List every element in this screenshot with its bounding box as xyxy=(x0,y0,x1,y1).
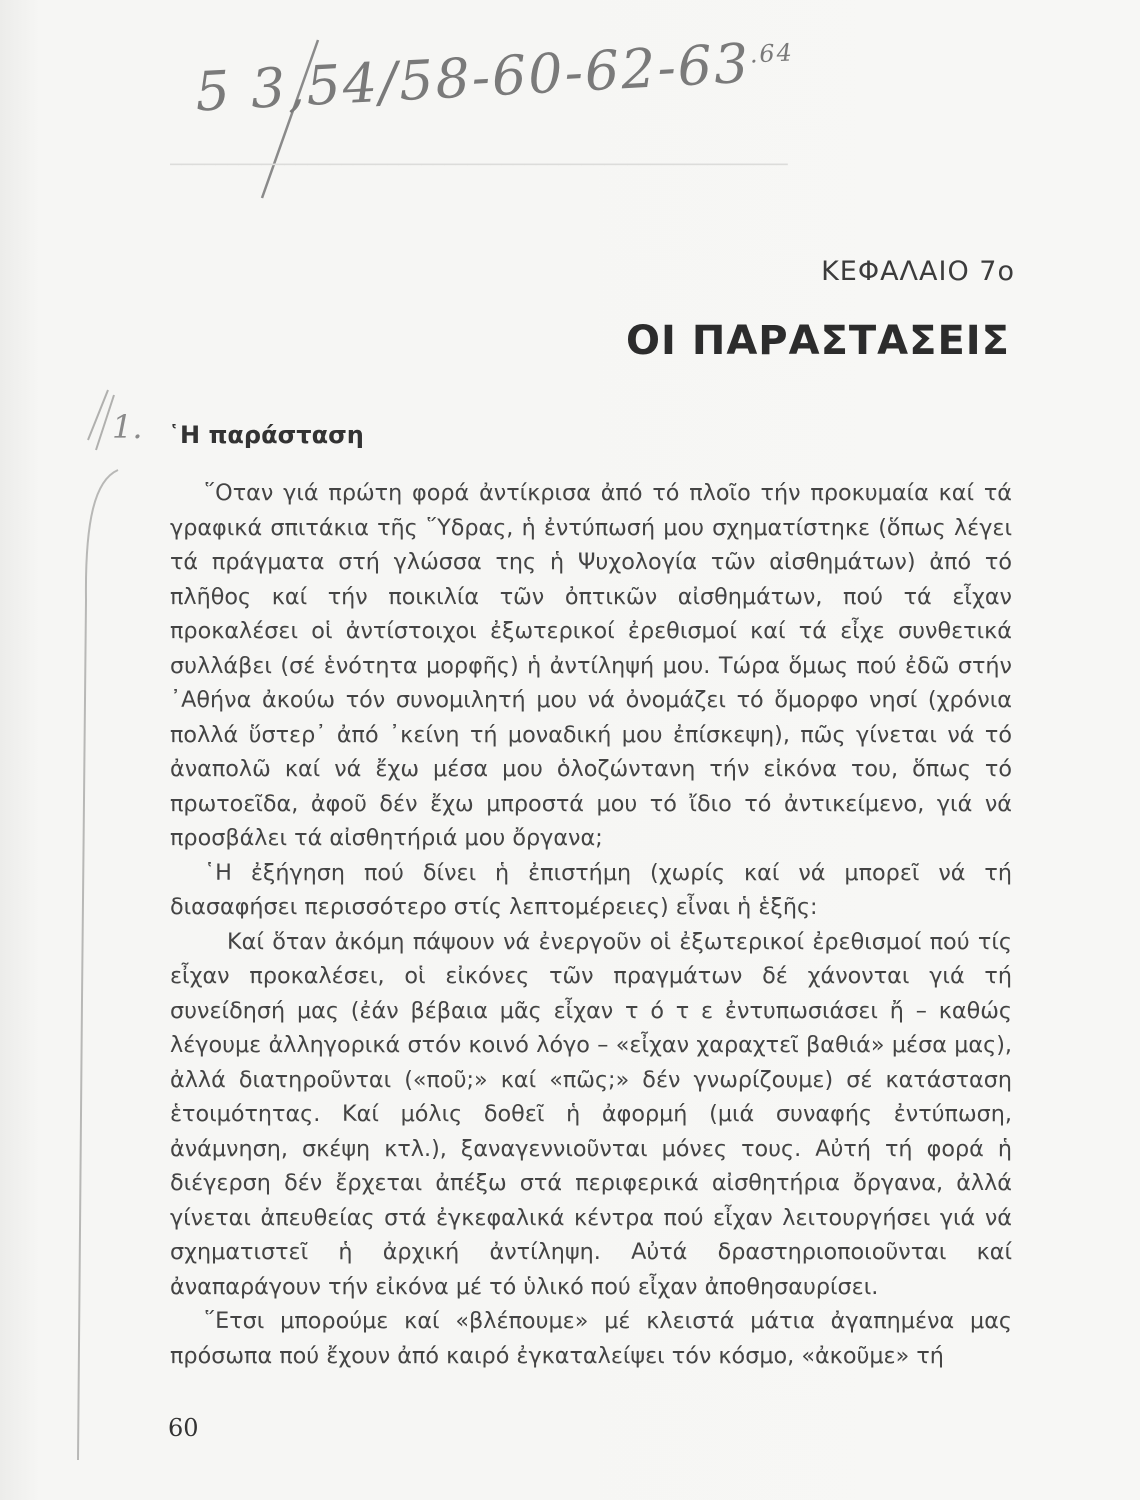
paragraph: Καί ὅταν ἀκόμη πάψουν νά ἐνεργοῦν οἱ ἐξωτερικοί ἐρεθισμοί πού τίς εἶχαν προκαλέσει, οἱ εἰκόνες τῶν πραγμάτων δέ χάνονται γιά τή συνείδησή μας (ἐάν βέβαια μᾶς εἶχαν τ ό τ ε ἐντυπωσιάσει ἤ – καθώς λέγουμε ἀλληγορικά στόν κοινό λόγο – «εἶχαν χαραχτεῖ βαθιά» μέσα μας), ἀλλά διατηροῦνται («ποῦ;» καί «πῶς;» δέν γνωρίζουμε) σέ κατάσταση ἑτοιμότητας. Καί μόλις δοθεῖ ἡ ἀφορμή (μιά συναφής ἐντύπωση, ἀνάμνηση, σκέψη κτλ.), ξαναγεννιοῦνται μόνες τους. Αὐτή τή φορά ἡ διέγερση δέν ἔρχεται ἀπέξω στά περιφερικά αἰσθητήρια ὄργανα, ἀλλά γίνεται ἀπευθείας στά ἐγκεφαλικά κέντρα πού εἶχαν λειτουργήσει γιά νά σχηματιστεῖ ἡ ἀρχική ἀντίληψη. Αὐτά δραστηριοποιοῦνται καί ἀναπαράγουν τήν εἰκόνα μέ τό ὑλικό πού εἶχαν ἀποθησαυρίσει. xyxy=(170,928,1012,1300)
section-heading: ῾Η παράσταση xyxy=(168,421,364,449)
paragraph: ῞Ετσι μπορούμε καί «βλέπουμε» μέ κλειστά μάτια ἀγαπημένα μας πρόσωπα πού ἔχουν ἀπό καιρό ἐγκαταλείψει τόν κόσμο, «ἀκοῦμε» τή xyxy=(170,1308,1012,1369)
chapter-label: ΚΕΦΑΛΑΙΟ 7ο xyxy=(821,256,1015,287)
handwritten-page-references: 5 $3,54/58-60-62-63^{.64}$ xyxy=(193,31,795,124)
page-number: 60 xyxy=(168,1414,199,1442)
bleed-through-text: ────────────────────────────────────────────────────── xyxy=(170,154,788,176)
body-text xyxy=(170,476,1012,1373)
margin-number-marker: 1. xyxy=(112,408,143,446)
paragraph: ῾Η ἐξήγηση πού δίνει ἡ ἐπιστήμη (χωρίς καί νά μπορεῖ νά τή διασαφήσει περισσότερο στίς λεπτομέρειες) εἶναι ἡ ἑξῆς: xyxy=(170,859,1012,920)
paragraph: ῞Οταν γιά πρώτη φορά ἀντίκρισα ἀπό τό πλοῖο τήν προκυμαία καί τά γραφικά σπιτάκια τῆς ῞Υδρας, ἡ ἐντύπωσή μου σχηματίστηκε (ὅπως λέγει τά πράγματα στή γλώσσα της ἡ Ψυχολογία τῶν αἰσθημάτων) ἀπό τό πλῆθος καί τήν ποικιλία τῶν ὀπτικῶν αἰσθημάτων, πού τά εἶχαν προκαλέσει οἱ ἀντίστοιχοι ἐξωτερικοί ἐρεθισμοί καί τά εἶχε συνθετικά συλλάβει (σέ ἑνότητα μορφῆς) ἡ ἀντίληψή μου. Τώρα ὅμως πού ἐδῶ στήν ᾽Αθήνα ἀκούω τόν συνομιλητή μου νά ὀνομάζει τό ὅμορφο νησί (χρόνια πολλά ὕστερ᾽ ἀπό ᾽κείνη τή μοναδική μου ἐπίσκεψη), πῶς γίνεται νά τό ἀναπολῶ καί νά ἔχω μέσα μου ὁλοζώντανη τήν εἰκόνα του, ὅπως τό πρωτοεῖδα, ἀφοῦ δέν ἔχω μπροστά μου τό ἴδιο τό ἀντικείμενο, γιά νά προσβάλει τά αἰσθητήριά μου ὄργανα; xyxy=(170,480,1012,851)
chapter-title: ΟΙ ΠΑΡΑΣΤΑΣΕΙΣ xyxy=(626,318,1010,364)
